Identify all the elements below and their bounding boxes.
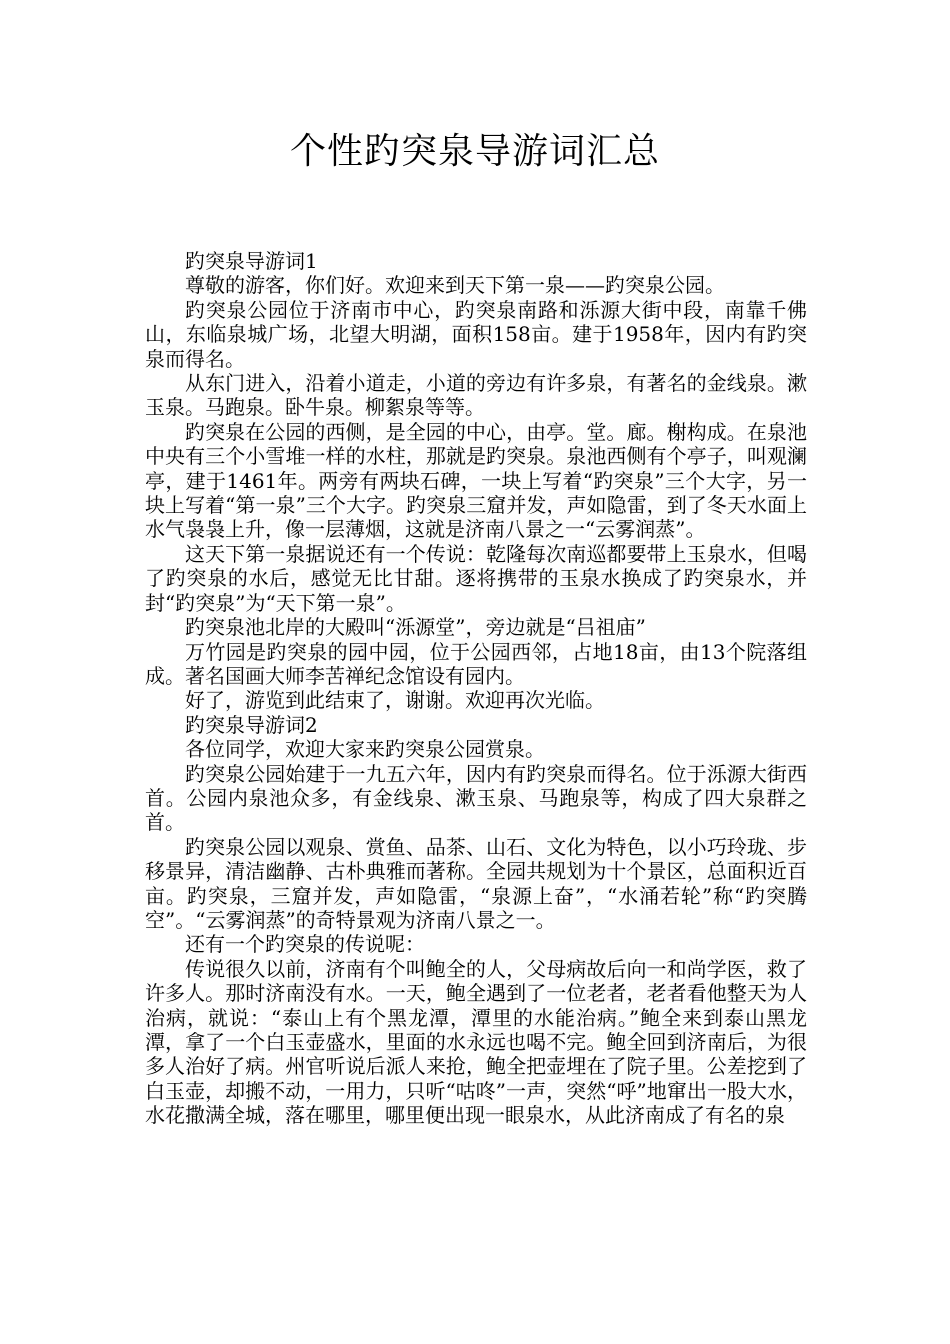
paragraph: 趵突泉池北岸的大殿叫“泺源堂”，旁边就是“吕祖庙”: [185, 615, 646, 640]
paragraph: 趵突泉在公园的西侧，是全园的中心，由亭。堂。廊。榭构成。在泉池中央有三个小雪堆一样的水柱，那就是趵突泉。泉池西侧有个亭子，叫观澜亭，建于1461年。两旁有两块石碑，一块上写着“趵突泉”三个大字，另一块上写着“第一泉”三个大字。趵突泉三窟并发，声如隐雷，到了冬天水面上水气袅袅上升，像一层薄烟，这就是济南八景之一“云雾润蒸”。: [145, 419, 807, 542]
section-heading: 趵突泉导游词2: [185, 712, 318, 737]
document-title: 个性趵突泉导游词汇总: [289, 131, 660, 172]
paragraph: 尊敬的游客，你们好。欢迎来到天下第一泉——趵突泉公园。: [185, 273, 725, 298]
paragraph: 趵突泉公园位于济南市中心，趵突泉南路和泺源大街中段，南靠千佛山，东临泉城广场，北望大明湖，面积158亩。建于1958年，因内有趵突泉而得名。: [145, 297, 807, 371]
document-body: [145, 249, 807, 1128]
paragraph: 从东门进入，沿着小道走，小道的旁边有许多泉，有著名的金线泉。漱玉泉。马跑泉。卧牛泉。柳絮泉等等。: [145, 371, 807, 420]
paragraph: 趵突泉公园以观泉、赏鱼、品茶、山石、文化为特色，以小巧玲珑、步移景异，清洁幽静、古朴典雅而著称。全园共规划为十个景区，总面积近百亩。趵突泉，三窟并发，声如隐雷，“泉源上奋”，“水涌若轮”称“趵突腾空”。“云雾润蒸”的奇特景观为济南八景之一。: [145, 834, 807, 932]
paragraph: 趵突泉公园始建于一九五六年，因内有趵突泉而得名。位于泺源大街西首。公园内泉池众多，有金线泉、漱玉泉、马跑泉等，构成了四大泉群之首。: [145, 761, 807, 835]
paragraph: 万竹园是趵突泉的园中园，位于公园西邻，占地18亩，由13个院落组成。著名国画大师李苦禅纪念馆设有园内。: [145, 639, 807, 688]
section-heading: 趵突泉导游词1: [185, 249, 318, 273]
paragraph: 还有一个趵突泉的传说呢：: [185, 932, 425, 957]
paragraph: 各位同学，欢迎大家来趵突泉公园赏泉。: [185, 737, 545, 762]
paragraph: 传说很久以前，济南有个叫鲍全的人，父母病故后向一和尚学医，救了许多人。那时济南没有水。一天，鲍全遇到了一位老者，老者看他整天为人治病，就说：“泰山上有个黑龙潭，潭里的水能治病。”鲍全来到泰山黑龙潭，拿了一个白玉壶盛水，里面的水永远也喝不完。鲍全回到济南后，为很多人治好了病。州官听说后派人来抢，鲍全把壶埋在了院子里。公差挖到了白玉壶，却搬不动，一用力，只听“咕咚”一声，突然“呼”地窜出一股大水，水花撒满全城，落在哪里，哪里便出现一眼泉水，从此济南成了有名的泉: [145, 956, 807, 1128]
paragraph: 这天下第一泉据说还有一个传说：乾隆每次南巡都要带上玉泉水，但喝了趵突泉的水后，感觉无比甘甜。逐将携带的玉泉水换成了趵突泉水，并封“趵突泉”为“天下第一泉”。: [145, 541, 807, 615]
paragraph: 好了，游览到此结束了，谢谢。欢迎再次光临。: [185, 688, 605, 713]
